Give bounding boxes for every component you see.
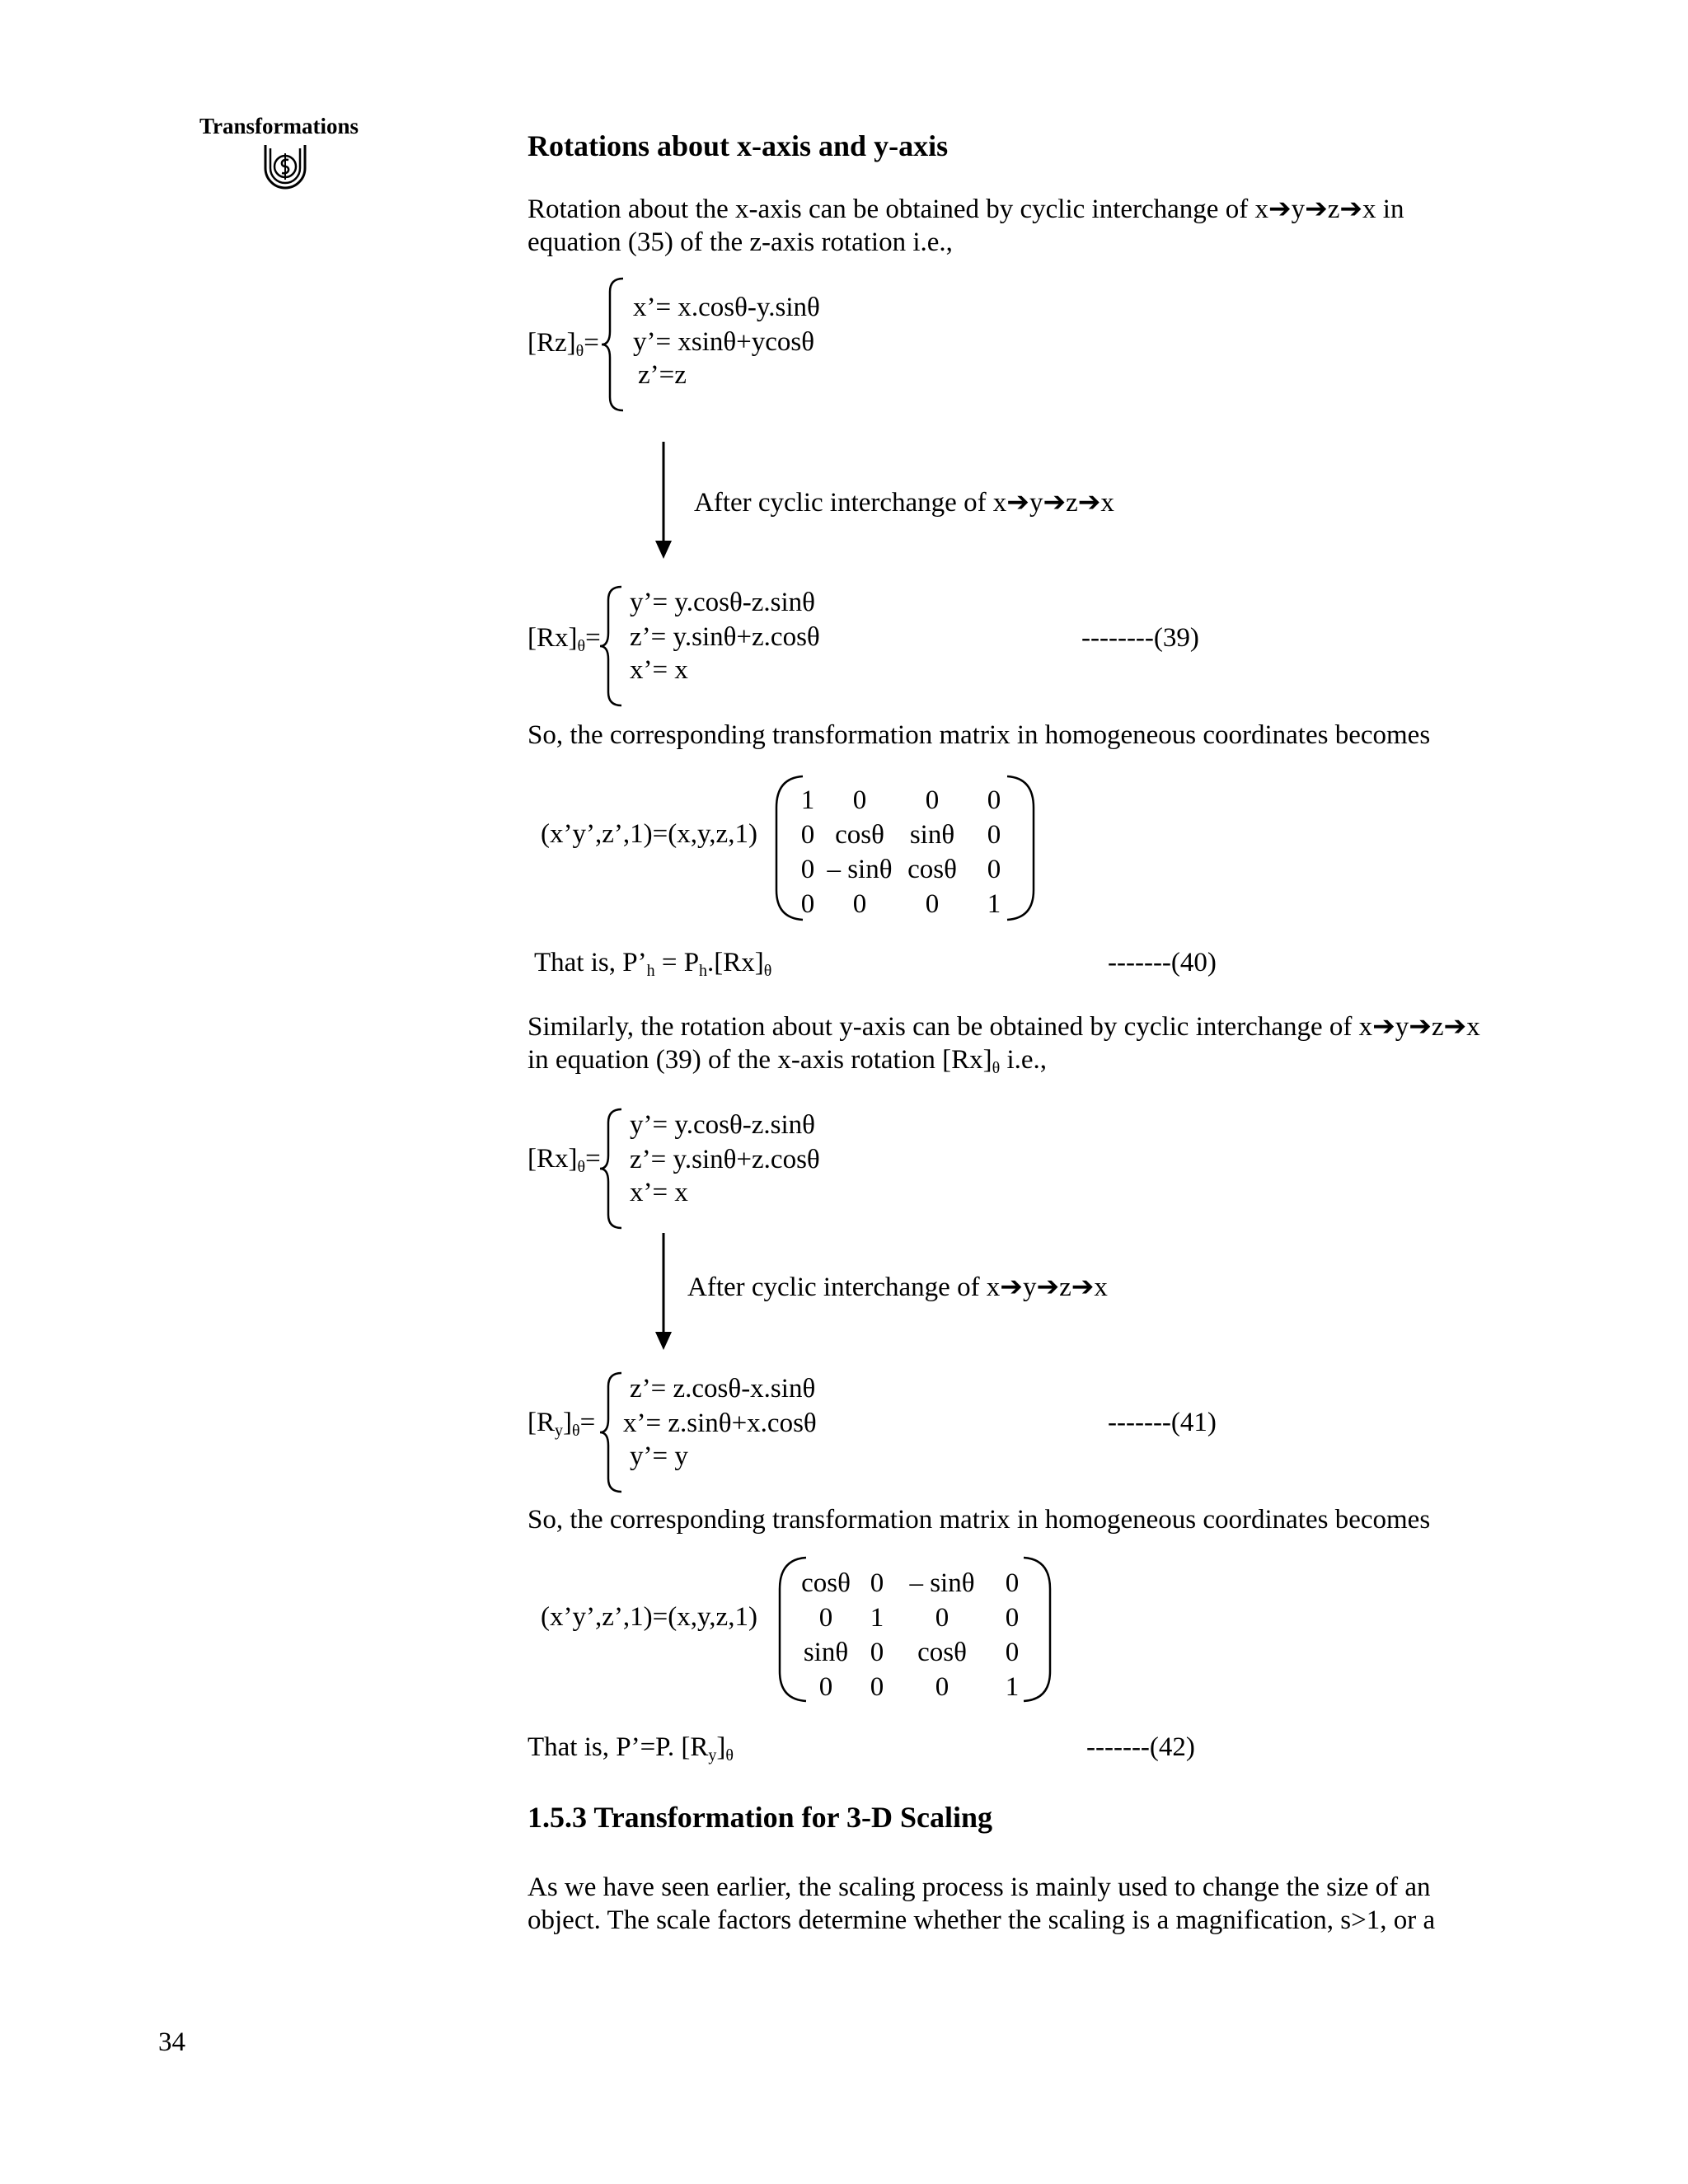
matrix-cell: 0 bbox=[818, 1671, 833, 1702]
scaling-paragraph: As we have seen earlier, the scaling process is mainly used to change the size of an object. The scale factors determine whether the scaling is a magnification, s>1, or a bbox=[528, 1872, 1436, 1935]
university-emblem-icon bbox=[260, 140, 310, 194]
matrix-lhs: (x’y’,z’,1)=(x,y,z,1) bbox=[541, 1602, 757, 1632]
matrix-cell: 0 bbox=[925, 888, 940, 919]
rx-brace bbox=[598, 585, 626, 707]
matrix-cell: 0 bbox=[800, 854, 815, 884]
section-title: Rotations about x-axis and y-axis bbox=[528, 129, 949, 162]
arrow-caption: After cyclic interchange of x➔y➔z➔x bbox=[694, 488, 1114, 518]
ry-line-1: z’= z.cosθ-x.sinθ bbox=[630, 1374, 816, 1404]
matrix-cell: – sinθ bbox=[827, 854, 893, 884]
matrix-cell: 0 bbox=[818, 1602, 833, 1633]
matrix-cell: 0 bbox=[800, 819, 815, 850]
matrix-cell: 0 bbox=[935, 1602, 950, 1633]
matrix-cell: 0 bbox=[987, 785, 1001, 815]
matrix-cell: sinθ bbox=[909, 819, 955, 850]
matrix-cell: – sinθ bbox=[909, 1568, 975, 1598]
rx2-line-1: y’= y.cosθ-z.sinθ bbox=[630, 1110, 815, 1140]
matrix-lhs: (x’y’,z’,1)=(x,y,z,1) bbox=[541, 819, 757, 849]
equation-number: -------(41) bbox=[1108, 1408, 1217, 1437]
matrix-cell: 0 bbox=[870, 1637, 884, 1667]
similarly-paragraph: Similarly, the rotation about y-axis can be obtained by cyclic interchange of x➔y➔z➔x in equation (39) of the x-axis rotation $[Rx]_\theta$ i.e., bbox=[528, 1012, 1480, 1077]
matrix-cell: cosθ bbox=[801, 1568, 851, 1598]
rx2-line-3: x’= x bbox=[630, 1178, 688, 1207]
matrix-cell: 0 bbox=[1005, 1637, 1020, 1667]
rx-label: $[Rx]_\theta=$ bbox=[528, 623, 601, 655]
intro-paragraph: Rotation about the x-axis can be obtained by cyclic interchange of x➔y➔z➔x in equation (35) of the z-axis rotation i.e., bbox=[528, 194, 1404, 257]
matrix-cell: 0 bbox=[935, 1671, 950, 1702]
matrix-cell: 0 bbox=[852, 785, 867, 815]
matrix-cell: cosθ bbox=[835, 819, 884, 850]
matrix-cell: 0 bbox=[800, 888, 815, 919]
rx2-line-2: z’= y.sinθ+z.cosθ bbox=[630, 1145, 820, 1174]
equation-number: --------(39) bbox=[1081, 623, 1199, 653]
matrix-cell: 0 bbox=[1005, 1568, 1020, 1598]
matrix-cell: cosθ bbox=[907, 854, 957, 884]
rx-line-1: y’= y.cosθ-z.sinθ bbox=[630, 588, 815, 617]
down-arrow-icon bbox=[651, 442, 676, 560]
matrix-cell: 1 bbox=[870, 1602, 884, 1633]
rz-line-2: y’= xsinθ+ycosθ bbox=[633, 327, 815, 357]
that-is-line: That is, $P’_h = P_h.[Rx]_\theta$ bbox=[534, 948, 772, 980]
equation-number: -------(40) bbox=[1108, 948, 1217, 977]
matrix-cell: 1 bbox=[1005, 1671, 1020, 1702]
ry-line-2: x’= z.sinθ+x.cosθ bbox=[623, 1408, 817, 1438]
matrix-intro: So, the corresponding transformation matrix in homogeneous coordinates becomes bbox=[528, 1505, 1431, 1535]
matrix-cell: 0 bbox=[852, 888, 867, 919]
matrix-cell: 0 bbox=[987, 819, 1001, 850]
matrix-cell: 0 bbox=[870, 1568, 884, 1598]
page-number: 34 bbox=[158, 2027, 185, 2057]
matrix-cell: 0 bbox=[925, 785, 940, 815]
rz-line-1: x’= x.cosθ-y.sinθ bbox=[633, 293, 820, 322]
rx2-brace bbox=[598, 1108, 626, 1230]
matrix-cell: cosθ bbox=[917, 1637, 967, 1667]
matrix-cell: 0 bbox=[870, 1671, 884, 1702]
matrix-cell: 1 bbox=[800, 785, 815, 815]
section-title: 1.5.3 Transformation for 3-D Scaling bbox=[528, 1801, 992, 1834]
ry-brace bbox=[598, 1371, 626, 1493]
matrix-cell: 0 bbox=[987, 854, 1001, 884]
rx-line-2: z’= y.sinθ+z.cosθ bbox=[630, 622, 820, 652]
running-head: Transformations bbox=[199, 114, 359, 138]
arrow-caption: After cyclic interchange of x➔y➔z➔x bbox=[687, 1272, 1108, 1302]
rx2-label: $[Rx]_\theta=$ bbox=[528, 1144, 601, 1176]
ry-label: $[R_y]_\theta=$ bbox=[528, 1408, 596, 1440]
equation-number: -------(42) bbox=[1086, 1732, 1195, 1762]
matrix-cell: sinθ bbox=[803, 1637, 849, 1667]
ry-line-3: y’= y bbox=[630, 1441, 688, 1471]
rz-brace bbox=[600, 277, 628, 412]
matrix-cell: 1 bbox=[987, 888, 1001, 919]
matrix-cell: 0 bbox=[1005, 1602, 1020, 1633]
rotation-y-matrix bbox=[795, 1566, 1037, 1704]
down-arrow-icon bbox=[651, 1233, 676, 1352]
rz-line-3: z’=z bbox=[638, 360, 687, 390]
rz-label: $[Rz]_\theta=$ bbox=[528, 328, 599, 360]
that-is-line: That is, P’=P. $[R_y]_\theta$ bbox=[528, 1732, 734, 1765]
rx-line-3: x’= x bbox=[630, 655, 688, 685]
matrix-intro: So, the corresponding transformation matrix in homogeneous coordinates becomes bbox=[528, 720, 1431, 750]
rotation-x-matrix bbox=[791, 783, 1019, 921]
